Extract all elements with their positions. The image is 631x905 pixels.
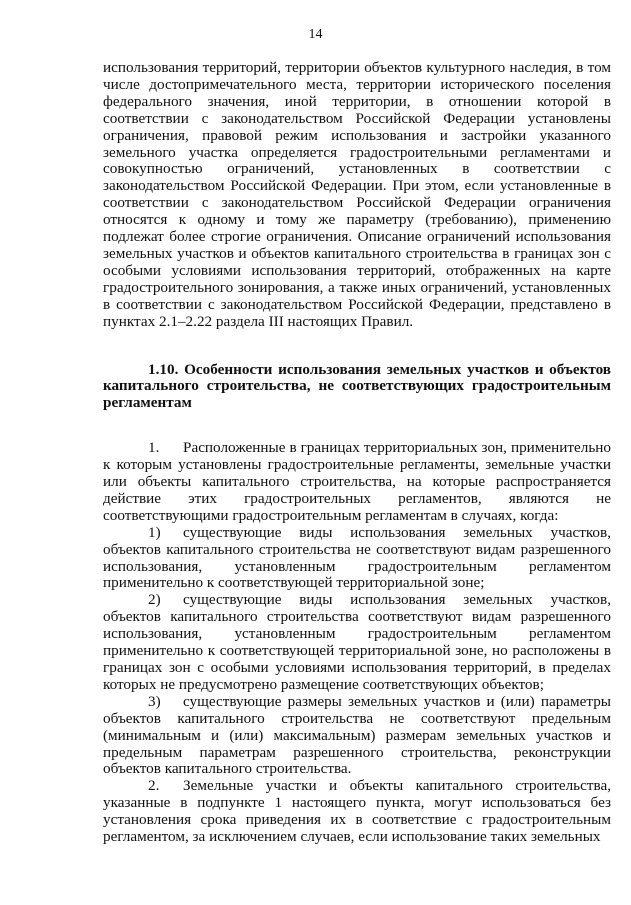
subitem-text: существующие виды использования земельных участков, объектов капитального строительства не соответствуют видам разрешенного использования, установленным градостроительным регламентом применительно к соответствующей территориальной зоне; [103, 523, 611, 592]
subitem-2 [103, 592, 611, 693]
subitem-number: 3) [148, 692, 161, 710]
subitem-text: существующие виды использования земельных участков, объектов капитального строительства соответствуют видам разрешенного использования, установленным градостроительным регламентом применительно к соответствующей территориальной зоне, но расположены в границах зон с особыми условиями использования территорий, в пределах которых не предусмотрено размещение соответствующих объектов; [103, 591, 611, 693]
paragraph-number: 1. [148, 439, 160, 457]
paragraph-text: Расположенные в границах территориальных зон, применительно к которым установлены градостроительные регламенты, земельные участки или объекты капитального строительства, на которые распространяется действие этих градостроительных регламентов, являются не соответствующими градостроительным регламентам в случаях, когда: [103, 439, 611, 524]
section-heading: 1.10. Особенности использования земельных участков и объектов капитального строительства, не соответствующих градостроительным регламентам [103, 360, 611, 412]
paragraph-text: Земельные участки и объекты капитального строительства, указанные в подпункте 1 настоящего пункта, могут использоваться без установления срока приведения их в соответствие с градостроительным регламентом, за исключением случаев, если использование таких земельных [103, 777, 611, 846]
numbered-paragraph-1 [103, 440, 611, 525]
subitem-3 [103, 694, 611, 779]
paragraph-number: 2. [148, 777, 160, 795]
paragraph-restrictions: использования территорий, территории объектов культурного наследия, в том числе достопримечательного места, территории исторического поселения федерального значения, иной территории, в отношении которой в соответствии с законодательством Российской Федерации установлены ограничения, правовой режим использования и застройки указанного земельного участка определяется градостроительными регламентами и совокупностью ограничений, установленных в соответствии с законодательством Российской Федерации. При этом, если установленные в соответствии с законодательством Российской Федерации ограничения относятся к одному и тому же параметру (требованию), применению подлежат более строгие ограничения. Описание ограничений использования земельных участков и объектов капитального строительства в границах зон с особыми условиями использования территорий, отображенных на карте градостроительного зонирования, а также иных ограничений, установленных в соответствии с законодательством Российской Федерации, представлено в пунктах 2.1–2.22 раздела III настоящих Правил. [103, 59, 611, 330]
page-number: 14 [308, 27, 323, 42]
subitem-number: 2) [148, 591, 161, 609]
numbered-paragraph-2 [103, 778, 611, 846]
subitem-number: 1) [148, 523, 161, 541]
document-body [103, 60, 611, 846]
subitem-1 [103, 525, 611, 593]
subitem-text: существующие размеры земельных участков и (или) параметры объектов капитального строительства не соответствуют предельным (минимальным и (или) максимальным) размерам земельных участков и предельным параметрам разрешенного строительства, реконструкции объектов капитального строительства. [103, 692, 611, 778]
